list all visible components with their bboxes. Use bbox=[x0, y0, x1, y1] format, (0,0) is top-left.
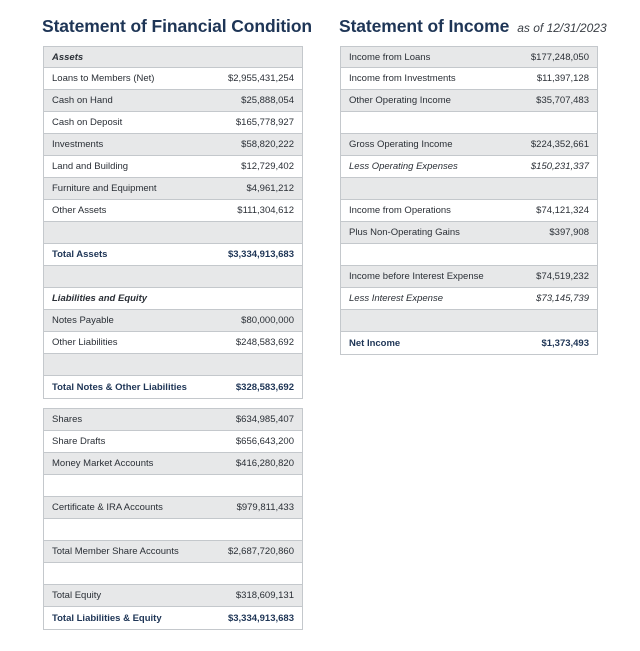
table-row bbox=[341, 332, 597, 354]
table-row bbox=[341, 68, 597, 90]
table-row bbox=[341, 112, 597, 134]
row-value: $165,778,927 bbox=[235, 117, 294, 128]
shares-equity-table bbox=[43, 408, 303, 630]
table-row bbox=[44, 563, 302, 585]
balance-title bbox=[42, 16, 312, 37]
row-value: $177,248,050 bbox=[530, 51, 589, 63]
row-value: $3,334,913,683 bbox=[227, 612, 294, 624]
row-label: Less Interest Expense bbox=[349, 293, 443, 304]
row-label: Income from Loans bbox=[349, 51, 431, 63]
row-value: $73,145,739 bbox=[536, 293, 589, 304]
table-row bbox=[341, 310, 597, 332]
table-row bbox=[44, 453, 302, 475]
row-label: Certificate & IRA Accounts bbox=[52, 502, 163, 513]
table-row bbox=[44, 431, 302, 453]
assets-liabilities-table bbox=[43, 46, 303, 399]
table-row bbox=[44, 90, 302, 112]
row-value: $111,304,612 bbox=[237, 205, 294, 216]
row-value: $2,687,720,860 bbox=[227, 546, 294, 557]
row-value: $328,583,692 bbox=[235, 381, 294, 393]
table-row bbox=[341, 266, 597, 288]
row-label: Total Equity bbox=[52, 590, 102, 601]
table-row bbox=[44, 354, 302, 376]
table-row bbox=[44, 288, 302, 310]
row-label: Income before Interest Expense bbox=[349, 271, 484, 282]
row-value: $2,955,431,254 bbox=[227, 73, 294, 84]
table-row bbox=[341, 134, 597, 156]
row-value: $3,334,913,683 bbox=[227, 249, 294, 260]
row-label: Cash on Deposit bbox=[52, 117, 123, 128]
table-row bbox=[341, 156, 597, 178]
row-label: Total Liabilities & Equity bbox=[52, 612, 162, 624]
table-row bbox=[44, 156, 302, 178]
row-value: $979,811,433 bbox=[236, 502, 294, 513]
row-label: Total Notes & Other Liabilities bbox=[52, 381, 187, 393]
table-row bbox=[44, 585, 302, 607]
table-row bbox=[341, 200, 597, 222]
row-label: Loans to Members (Net) bbox=[52, 73, 155, 84]
table-row bbox=[44, 541, 302, 563]
table-row bbox=[44, 497, 302, 519]
row-value: $224,352,661 bbox=[530, 139, 589, 150]
table-row bbox=[44, 266, 302, 288]
row-label: Shares bbox=[52, 414, 83, 425]
row-label: Furniture and Equipment bbox=[52, 183, 157, 194]
row-value: $248,583,692 bbox=[235, 337, 294, 348]
row-value: $12,729,402 bbox=[241, 161, 294, 172]
row-label: Investments bbox=[52, 139, 104, 150]
row-label: Gross Operating Income bbox=[349, 139, 453, 150]
row-label: Liabilities and Equity bbox=[52, 293, 148, 304]
row-value: $318,609,131 bbox=[235, 590, 294, 601]
table-row bbox=[341, 222, 597, 244]
row-label: Cash on Hand bbox=[52, 95, 113, 106]
table-row bbox=[44, 134, 302, 156]
table-row bbox=[44, 475, 302, 497]
row-label: Money Market Accounts bbox=[52, 458, 154, 469]
row-label: Net Income bbox=[349, 337, 401, 349]
table-row bbox=[44, 310, 302, 332]
table-row bbox=[44, 519, 302, 541]
table-row bbox=[341, 178, 597, 200]
table-row bbox=[44, 47, 302, 68]
row-label: Notes Payable bbox=[52, 315, 114, 326]
row-value: $1,373,493 bbox=[541, 337, 589, 349]
row-label: Other Operating Income bbox=[349, 95, 451, 106]
row-label: Income from Operations bbox=[349, 205, 451, 216]
row-value: $150,231,337 bbox=[530, 161, 589, 172]
row-label: Plus Non-Operating Gains bbox=[349, 227, 460, 238]
income-title bbox=[339, 16, 607, 37]
row-label: Other Assets bbox=[52, 205, 107, 216]
row-value: $35,707,483 bbox=[536, 95, 589, 106]
income-table bbox=[340, 46, 598, 355]
table-row bbox=[341, 288, 597, 310]
row-label: Total Assets bbox=[52, 249, 108, 260]
table-row bbox=[341, 244, 597, 266]
row-label: Assets bbox=[52, 51, 84, 63]
row-label: Income from Investments bbox=[349, 73, 456, 84]
table-row bbox=[44, 200, 302, 222]
row-label: Less Operating Expenses bbox=[349, 161, 458, 172]
row-value: $25,888,054 bbox=[241, 95, 294, 106]
table-row bbox=[44, 222, 302, 244]
row-value: $11,397,128 bbox=[536, 73, 589, 84]
income-subtitle: as of 12/31/2023 bbox=[517, 21, 607, 35]
table-row bbox=[44, 332, 302, 354]
row-value: $58,820,222 bbox=[241, 139, 294, 150]
income-title-text: Statement of Income bbox=[339, 16, 510, 36]
balance-title-text: Statement of Financial Condition bbox=[42, 16, 312, 36]
row-value: $634,985,407 bbox=[235, 414, 294, 425]
row-value: $4,961,212 bbox=[246, 183, 294, 194]
row-label: Land and Building bbox=[52, 161, 129, 172]
table-row bbox=[44, 607, 302, 629]
row-value: $397,908 bbox=[549, 227, 589, 238]
row-label: Other Liabilities bbox=[52, 337, 118, 348]
table-row bbox=[44, 244, 302, 266]
table-row bbox=[44, 178, 302, 200]
row-value: $656,643,200 bbox=[235, 436, 294, 447]
row-value: $416,280,820 bbox=[235, 458, 294, 469]
table-row bbox=[44, 112, 302, 134]
row-label: Total Member Share Accounts bbox=[52, 546, 179, 557]
table-row bbox=[341, 90, 597, 112]
row-value: $74,121,324 bbox=[536, 205, 589, 216]
table-row bbox=[44, 376, 302, 398]
table-row bbox=[44, 68, 302, 90]
table-row bbox=[341, 47, 597, 68]
row-value: $74,519,232 bbox=[536, 271, 589, 282]
row-value: $80,000,000 bbox=[241, 315, 294, 326]
row-label: Share Drafts bbox=[52, 436, 106, 447]
table-row bbox=[44, 409, 302, 431]
